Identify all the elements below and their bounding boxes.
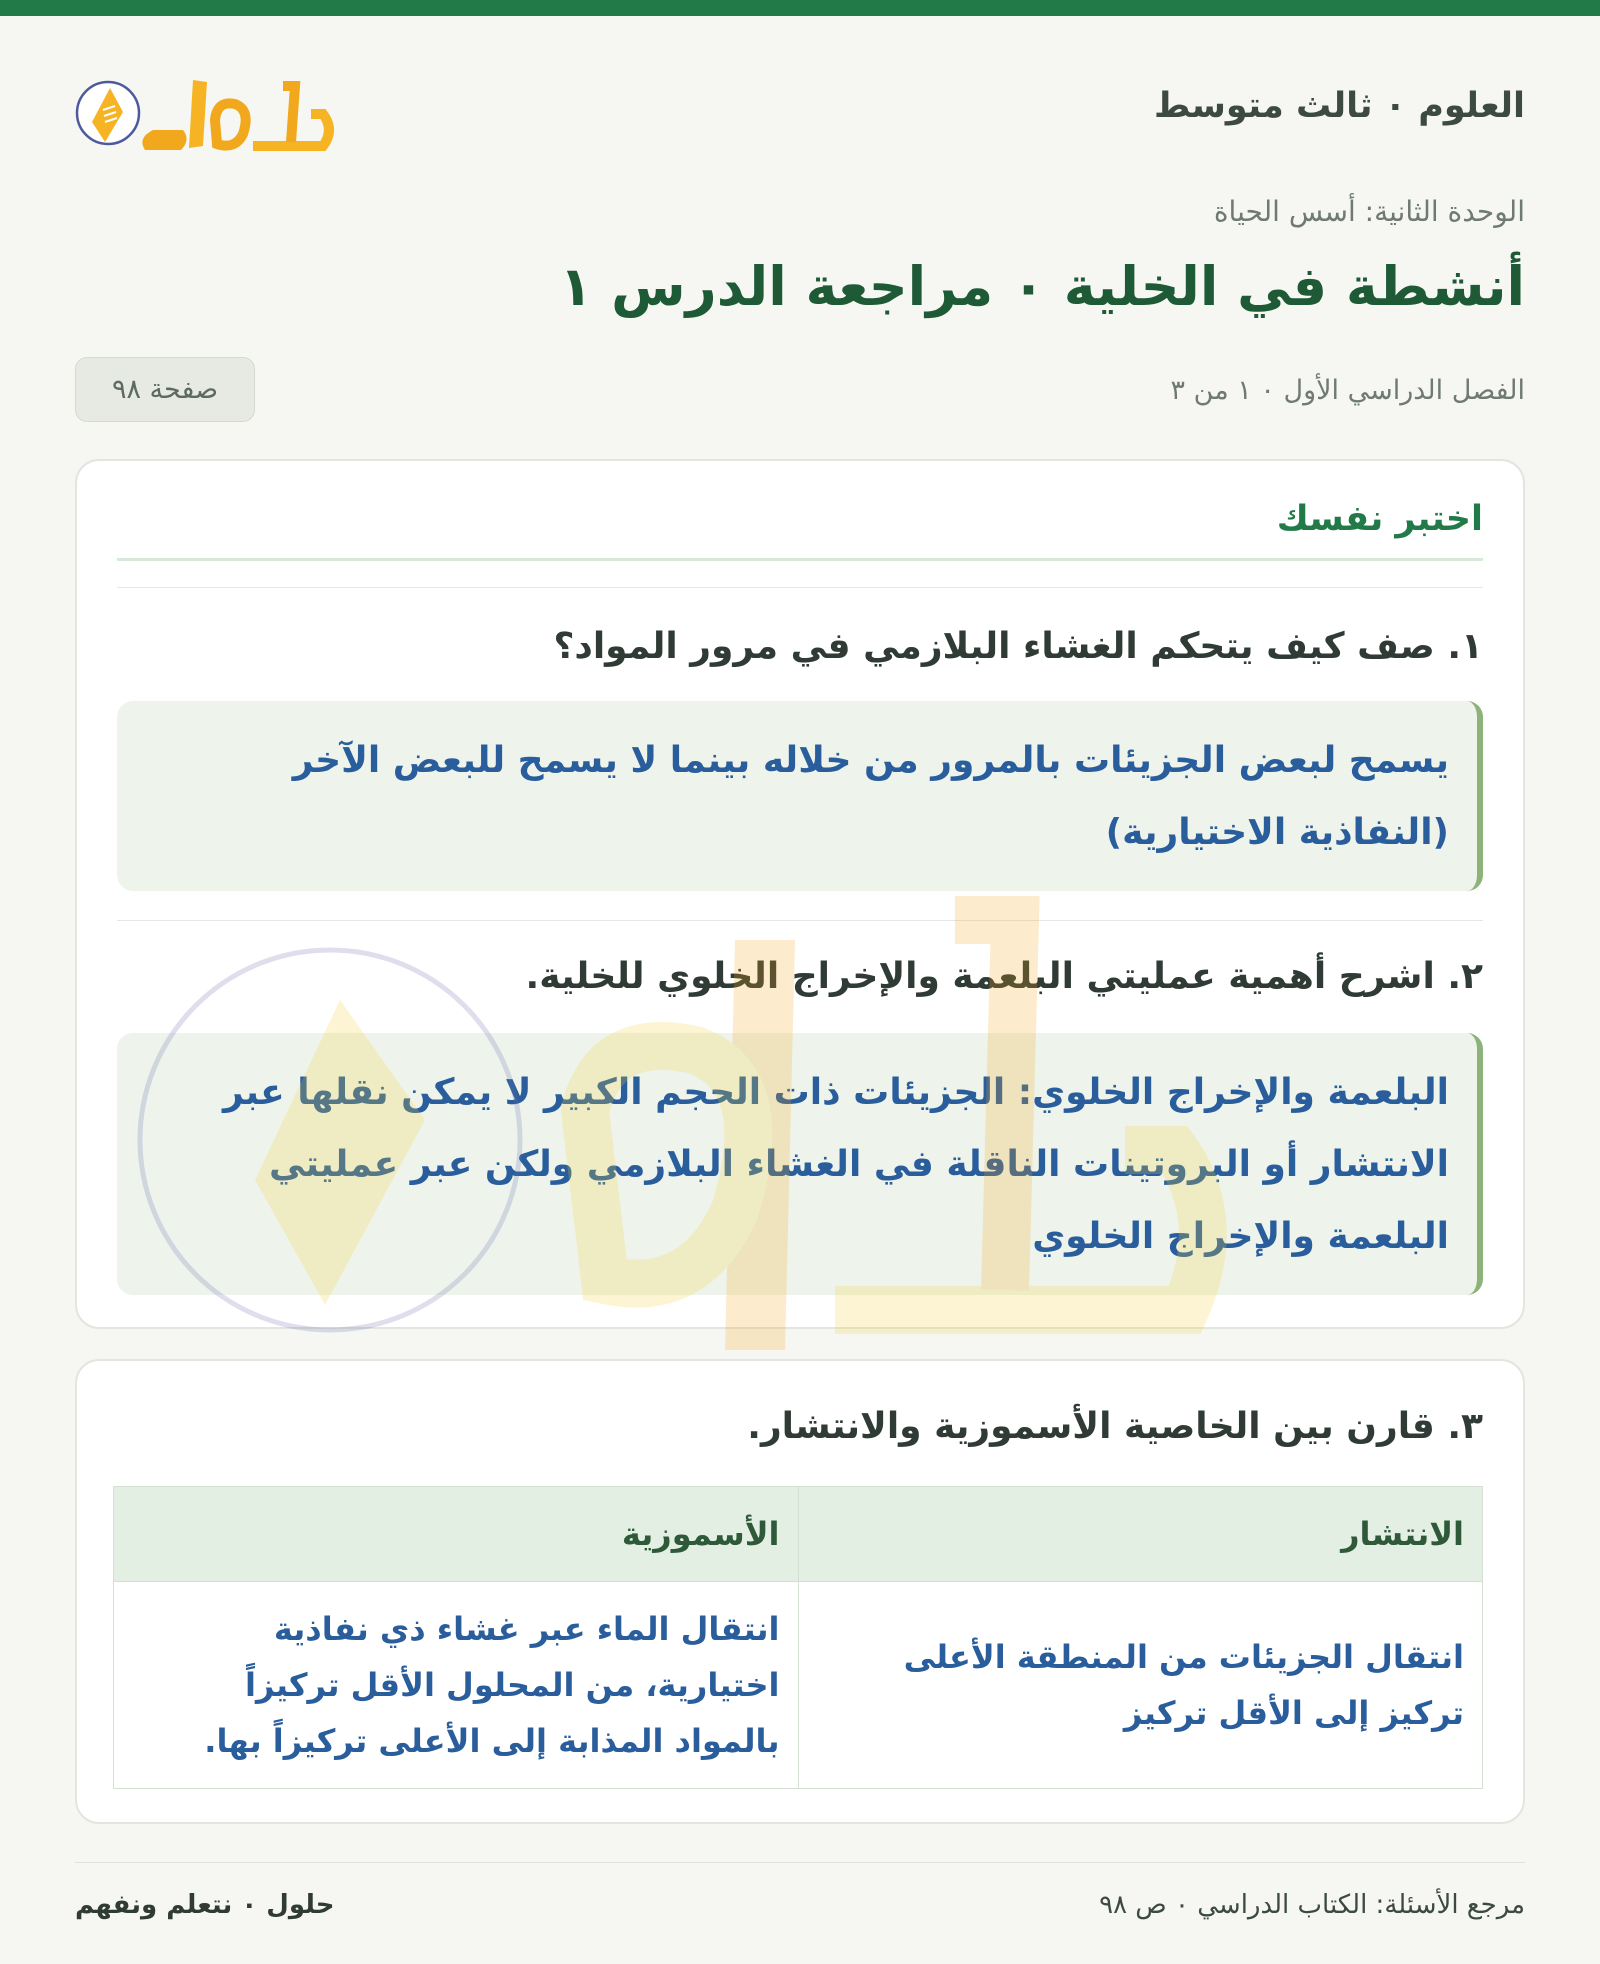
section-divider: [117, 558, 1483, 561]
page-number-badge: صفحة ٩٨: [75, 357, 255, 422]
table-row: [114, 1582, 1483, 1789]
divider: [117, 920, 1483, 921]
page-title: أنشطة في الخلية ٠ مراجعة الدرس ١: [559, 255, 1525, 318]
section-heading: اختبر نفسك: [1276, 499, 1483, 539]
comparison-table: [113, 1486, 1483, 1789]
cell-diffusion: انتقال الجزيئات من المنطقة الأعلى تركيز إلى الأقل تركيز: [798, 1582, 1483, 1789]
footer-brand: حلول ٠ نتعلم ونفهم: [75, 1890, 335, 1920]
subject-label: العلوم ٠ ثالث متوسط: [1154, 86, 1525, 126]
header-osmosis: الأسموزية: [114, 1487, 799, 1582]
question-2: ٢. اشرح أهمية عمليتي البلعمة والإخراج الخلوي للخلية.: [525, 956, 1483, 997]
answer-2: البلعمة والإخراج الخلوي: الجزيئات ذات الحجم الكبير لا يمكن نقلها عبر الانتشار أو البروتينات الناقلة في الغشاء البلازمي ولكن عبر عمليتي البلعمة والإخراج الخلوي: [117, 1033, 1483, 1295]
self-test-card: [75, 459, 1525, 1329]
footer-reference: مرجع الأسئلة: الكتاب الدراسي ٠ ص ٩٨: [1099, 1890, 1525, 1920]
hulul-logo[interactable]: [75, 70, 335, 160]
footer-divider: [75, 1862, 1525, 1863]
page-header: [75, 70, 1525, 150]
term-label: الفصل الدراسي الأول ٠ ١ من ٣: [1170, 375, 1525, 406]
answer-1: يسمح لبعض الجزيئات بالمرور من خلاله بينما لا يسمح للبعض الآخر (النفاذية الاختيارية): [117, 701, 1483, 891]
question-1: ١. صف كيف يتحكم الغشاء البلازمي في مرور المواد؟: [553, 626, 1483, 667]
header-diffusion: الانتشار: [798, 1487, 1483, 1582]
divider: [117, 587, 1483, 588]
question-3: ٣. قارن بين الخاصية الأسموزية والانتشار.: [747, 1406, 1483, 1447]
logo-icon: [75, 70, 335, 160]
unit-label: الوحدة الثانية: أسس الحياة: [1213, 195, 1525, 228]
compare-card: [75, 1359, 1525, 1824]
table-header-row: [114, 1487, 1483, 1582]
top-accent-bar: [0, 0, 1600, 16]
cell-osmosis: انتقال الماء عبر غشاء ذي نفاذية اختيارية، من المحلول الأقل تركيزاً بالمواد المذابة إلى الأعلى تركيزاً بها.: [114, 1582, 799, 1789]
